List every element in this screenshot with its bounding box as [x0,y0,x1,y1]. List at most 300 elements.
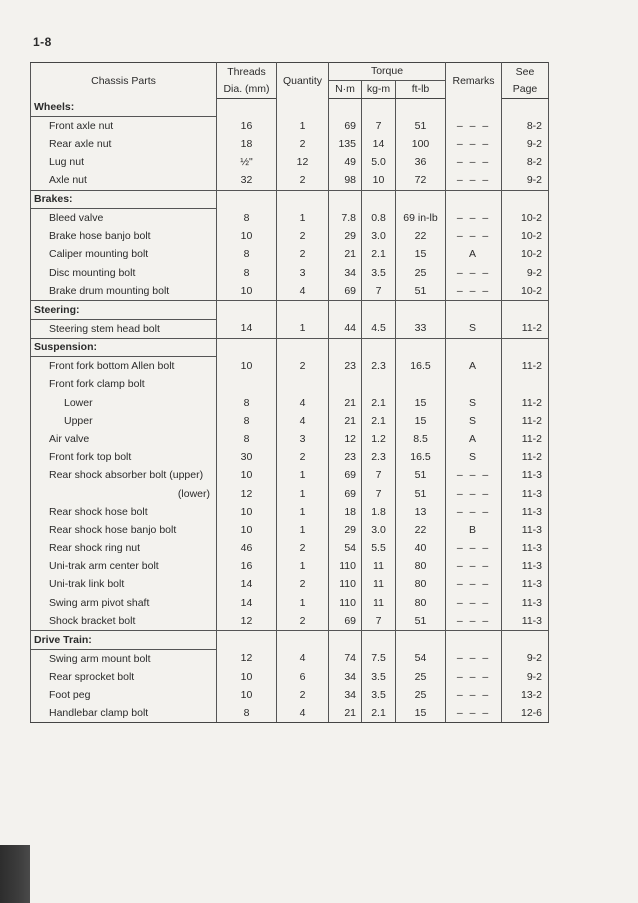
table-row [31,153,549,171]
see-cell: 11-3 [502,503,549,521]
ftlb-cell: 25 [396,668,446,686]
section-empty-cell [362,99,396,117]
part-name: Uni-trak arm center bolt [31,557,217,575]
section-title: Steering: [31,301,217,320]
part-name: Air valve [31,430,217,448]
qty-cell: 1 [277,319,329,338]
nm-cell: 74 [329,649,362,668]
table-row [31,539,549,557]
ftlb-cell: 16.5 [396,357,446,376]
table-row [31,282,549,301]
header-nm: N·m [329,81,362,99]
section-empty-cell [329,99,362,117]
kgm-cell: 2.3 [362,357,396,376]
ftlb-cell: 72 [396,172,446,191]
table-row [31,412,549,430]
table-row [31,264,549,282]
header-see: See [502,63,549,81]
table-row [31,686,549,704]
chassis-torque-table [30,62,549,723]
qty-cell: 2 [277,576,329,594]
ftlb-cell: 15 [396,246,446,264]
remarks-cell: – – – [446,612,502,631]
section-empty-cell [396,338,446,357]
remarks-cell [446,376,502,394]
kgm-cell: 11 [362,557,396,575]
nm-cell: 23 [329,357,362,376]
kgm-cell: 10 [362,172,396,191]
remarks-cell: – – – [446,227,502,245]
see-cell: 8-2 [502,117,549,136]
part-name: Shock bracket bolt [31,612,217,631]
section-empty-cell [502,301,549,320]
nm-cell: 29 [329,227,362,245]
table-row [31,394,549,412]
table-body [31,99,549,723]
section-title: Drive Train: [31,631,217,650]
qty-cell: 1 [277,557,329,575]
kgm-cell: 5.0 [362,153,396,171]
nm-cell: 110 [329,594,362,612]
dia-cell: 8 [217,209,277,228]
see-cell: 11-3 [502,557,549,575]
section-empty-cell [502,631,549,650]
nm-cell: 29 [329,521,362,539]
dia-cell: 14 [217,594,277,612]
kgm-cell: 3.5 [362,668,396,686]
dia-cell [217,376,277,394]
part-name: Steering stem head bolt [31,319,217,338]
qty-cell: 2 [277,135,329,153]
table-row [31,209,549,228]
kgm-cell: 3.0 [362,521,396,539]
remarks-cell: – – – [446,282,502,301]
part-name: Lug nut [31,153,217,171]
kgm-cell: 1.2 [362,430,396,448]
table-row [31,557,549,575]
ftlb-cell: 22 [396,227,446,245]
qty-cell: 2 [277,612,329,631]
table-row [31,319,549,338]
kgm-cell: 7 [362,485,396,503]
kgm-cell: 11 [362,594,396,612]
remarks-cell: – – – [446,649,502,668]
remarks-cell: – – – [446,153,502,171]
section-title: Wheels: [31,99,217,117]
part-name: Front axle nut [31,117,217,136]
ftlb-cell: 40 [396,539,446,557]
section-title: Suspension: [31,338,217,357]
see-cell: 9-2 [502,264,549,282]
kgm-cell: 3.5 [362,686,396,704]
remarks-cell: – – – [446,172,502,191]
table-row [31,485,549,503]
table-row [31,117,549,136]
section-empty-cell [396,631,446,650]
section-empty-cell [446,190,502,209]
section-empty-cell [217,631,277,650]
table-row [31,246,549,264]
remarks-cell: – – – [446,135,502,153]
remarks-cell: – – – [446,594,502,612]
part-name: Uni-trak link bolt [31,576,217,594]
remarks-cell: A [446,357,502,376]
section-title: Brakes: [31,190,217,209]
qty-cell: 2 [277,172,329,191]
see-cell: 10-2 [502,209,549,228]
kgm-cell: 11 [362,576,396,594]
kgm-cell: 4.5 [362,319,396,338]
table-row [31,467,549,485]
remarks-cell: – – – [446,485,502,503]
see-cell: 11-2 [502,412,549,430]
remarks-cell: S [446,412,502,430]
ftlb-cell: 51 [396,117,446,136]
remarks-cell: – – – [446,117,502,136]
kgm-cell: 1.8 [362,503,396,521]
nm-cell: 69 [329,282,362,301]
dia-cell: 14 [217,319,277,338]
kgm-cell: 3.5 [362,264,396,282]
dia-cell: 10 [217,282,277,301]
see-cell: 11-2 [502,430,549,448]
see-cell: 11-3 [502,594,549,612]
part-name: Front fork bottom Allen bolt [31,357,217,376]
see-cell: 11-3 [502,521,549,539]
see-cell: 11-2 [502,448,549,466]
header-quantity: Quantity [277,63,329,99]
kgm-cell: 2.1 [362,246,396,264]
remarks-cell: – – – [446,557,502,575]
remarks-cell: – – – [446,264,502,282]
ftlb-cell: 51 [396,485,446,503]
see-cell: 9-2 [502,649,549,668]
section-header-row [31,99,549,117]
see-cell: 11-3 [502,539,549,557]
kgm-cell: 2.3 [362,448,396,466]
section-header-row [31,301,549,320]
part-name: Disc mounting bolt [31,264,217,282]
kgm-cell: 0.8 [362,209,396,228]
section-empty-cell [217,301,277,320]
section-empty-cell [446,631,502,650]
see-cell: 10-2 [502,246,549,264]
qty-cell: 4 [277,704,329,723]
part-name: Front fork clamp bolt [31,376,217,394]
part-name: Rear axle nut [31,135,217,153]
section-empty-cell [396,99,446,117]
part-name: Handlebar clamp bolt [31,704,217,723]
qty-cell: 12 [277,153,329,171]
header-page: Page [502,81,549,99]
qty-cell: 2 [277,246,329,264]
table-row [31,649,549,668]
remarks-cell: A [446,430,502,448]
ftlb-cell: 80 [396,557,446,575]
part-name: Axle nut [31,172,217,191]
kgm-cell [362,376,396,394]
remarks-cell: S [446,319,502,338]
kgm-cell: 2.1 [362,412,396,430]
see-cell: 10-2 [502,282,549,301]
dia-cell: 16 [217,117,277,136]
see-cell: 11-3 [502,467,549,485]
kgm-cell: 2.1 [362,394,396,412]
section-header-row [31,338,549,357]
qty-cell: 1 [277,594,329,612]
nm-cell: 23 [329,448,362,466]
part-name: Caliper mounting bolt [31,246,217,264]
qty-cell: 1 [277,485,329,503]
section-empty-cell [362,301,396,320]
nm-cell: 34 [329,668,362,686]
dia-cell: 32 [217,172,277,191]
section-empty-cell [502,338,549,357]
remarks-cell: – – – [446,539,502,557]
dia-cell: 12 [217,649,277,668]
ftlb-cell: 15 [396,704,446,723]
ftlb-cell: 80 [396,594,446,612]
see-cell [502,376,549,394]
nm-cell: 69 [329,485,362,503]
nm-cell [329,376,362,394]
part-name: Front fork top bolt [31,448,217,466]
nm-cell: 21 [329,246,362,264]
section-empty-cell [277,631,329,650]
kgm-cell: 7 [362,117,396,136]
dia-cell: 8 [217,704,277,723]
remarks-cell: – – – [446,209,502,228]
header-threads: Threads [217,63,277,81]
see-cell: 9-2 [502,135,549,153]
section-empty-cell [217,99,277,117]
ftlb-cell: 25 [396,264,446,282]
header-dia: Dia. (mm) [217,81,277,99]
nm-cell: 98 [329,172,362,191]
qty-cell: 6 [277,668,329,686]
nm-cell: 12 [329,430,362,448]
qty-cell [277,376,329,394]
table-row [31,172,549,191]
see-cell: 12-6 [502,704,549,723]
section-empty-cell [396,190,446,209]
see-cell: 11-2 [502,394,549,412]
nm-cell: 34 [329,686,362,704]
qty-cell: 2 [277,448,329,466]
dia-cell: 10 [217,357,277,376]
remarks-cell: – – – [446,467,502,485]
part-name: Rear shock absorber bolt (upper) [31,467,217,485]
section-empty-cell [329,338,362,357]
dia-cell: 18 [217,135,277,153]
see-cell: 11-2 [502,357,549,376]
kgm-cell: 14 [362,135,396,153]
section-empty-cell [362,338,396,357]
qty-cell: 4 [277,412,329,430]
see-cell: 10-2 [502,227,549,245]
table-row [31,704,549,723]
nm-cell: 110 [329,576,362,594]
dia-cell: 30 [217,448,277,466]
section-empty-cell [446,338,502,357]
ftlb-cell: 51 [396,612,446,631]
nm-cell: 21 [329,412,362,430]
ftlb-cell: 51 [396,467,446,485]
kgm-cell: 2.1 [362,704,396,723]
ftlb-cell: 36 [396,153,446,171]
table-row [31,376,549,394]
see-cell: 11-3 [502,576,549,594]
section-empty-cell [446,301,502,320]
table-row [31,503,549,521]
table-row [31,448,549,466]
ftlb-cell: 33 [396,319,446,338]
dia-cell: 10 [217,503,277,521]
ftlb-cell: 25 [396,686,446,704]
table-row [31,135,549,153]
nm-cell: 69 [329,467,362,485]
table-row [31,594,549,612]
remarks-cell: S [446,394,502,412]
section-empty-cell [502,190,549,209]
table-row [31,576,549,594]
section-empty-cell [277,338,329,357]
remarks-cell: – – – [446,503,502,521]
kgm-cell: 7 [362,612,396,631]
part-name: Swing arm mount bolt [31,649,217,668]
dia-cell: 10 [217,467,277,485]
ftlb-cell: 22 [396,521,446,539]
dia-cell: 12 [217,612,277,631]
table-row [31,357,549,376]
qty-cell: 3 [277,430,329,448]
section-empty-cell [277,301,329,320]
kgm-cell: 7 [362,467,396,485]
part-name: Rear sprocket bolt [31,668,217,686]
table-row [31,430,549,448]
kgm-cell: 7 [362,282,396,301]
remarks-cell: – – – [446,686,502,704]
section-empty-cell [329,190,362,209]
section-empty-cell [446,99,502,117]
qty-cell: 1 [277,503,329,521]
ftlb-cell: 54 [396,649,446,668]
nm-cell: 54 [329,539,362,557]
section-empty-cell [329,631,362,650]
part-name: Swing arm pivot shaft [31,594,217,612]
nm-cell: 18 [329,503,362,521]
remarks-cell: – – – [446,668,502,686]
see-cell: 11-2 [502,319,549,338]
section-empty-cell [396,301,446,320]
remarks-cell: – – – [446,704,502,723]
dia-cell: 8 [217,394,277,412]
qty-cell: 2 [277,686,329,704]
remarks-cell: B [446,521,502,539]
header-remarks: Remarks [446,63,502,99]
nm-cell: 7.8 [329,209,362,228]
qty-cell: 2 [277,539,329,557]
table-row [31,668,549,686]
page-number: 1-8 [33,35,52,49]
ftlb-cell: 80 [396,576,446,594]
qty-cell: 4 [277,649,329,668]
header-torque: Torque [329,63,446,81]
dia-cell: 8 [217,430,277,448]
section-empty-cell [362,631,396,650]
ftlb-cell: 8.5 [396,430,446,448]
dia-cell: 16 [217,557,277,575]
see-cell: 9-2 [502,172,549,191]
part-name: Foot peg [31,686,217,704]
ftlb-cell: 15 [396,412,446,430]
dia-cell: 46 [217,539,277,557]
section-empty-cell [277,190,329,209]
see-cell: 9-2 [502,668,549,686]
nm-cell: 21 [329,704,362,723]
part-name: Brake hose banjo bolt [31,227,217,245]
ftlb-cell: 13 [396,503,446,521]
nm-cell: 21 [329,394,362,412]
section-empty-cell [217,338,277,357]
qty-cell: 4 [277,394,329,412]
page-edge-mark [0,845,30,903]
qty-cell: 1 [277,117,329,136]
dia-cell: 10 [217,686,277,704]
remarks-cell: – – – [446,576,502,594]
header-chassis-parts: Chassis Parts [31,63,217,99]
section-empty-cell [362,190,396,209]
dia-cell: 8 [217,264,277,282]
see-cell: 11-3 [502,612,549,631]
section-empty-cell [277,99,329,117]
kgm-cell: 7.5 [362,649,396,668]
see-cell: 13-2 [502,686,549,704]
nm-cell: 49 [329,153,362,171]
section-empty-cell [502,99,549,117]
section-empty-cell [329,301,362,320]
dia-cell: 12 [217,485,277,503]
section-empty-cell [217,190,277,209]
part-name: Upper [31,412,217,430]
ftlb-cell: 100 [396,135,446,153]
dia-cell: 8 [217,246,277,264]
part-name: Rear shock ring nut [31,539,217,557]
qty-cell: 1 [277,467,329,485]
nm-cell: 69 [329,612,362,631]
part-name: Rear shock hose bolt [31,503,217,521]
qty-cell: 2 [277,357,329,376]
part-name: Lower [31,394,217,412]
table-row [31,521,549,539]
nm-cell: 69 [329,117,362,136]
qty-cell: 4 [277,282,329,301]
ftlb-cell: 69 in-lb [396,209,446,228]
ftlb-cell [396,376,446,394]
header-kgm: kg-m [362,81,396,99]
see-cell: 8-2 [502,153,549,171]
table-row [31,612,549,631]
nm-cell: 44 [329,319,362,338]
table-row [31,227,549,245]
header-ftlb: ft-lb [396,81,446,99]
part-name: Bleed valve [31,209,217,228]
remarks-cell: S [446,448,502,466]
qty-cell: 1 [277,521,329,539]
dia-cell: ½" [217,153,277,171]
nm-cell: 110 [329,557,362,575]
remarks-cell: A [446,246,502,264]
